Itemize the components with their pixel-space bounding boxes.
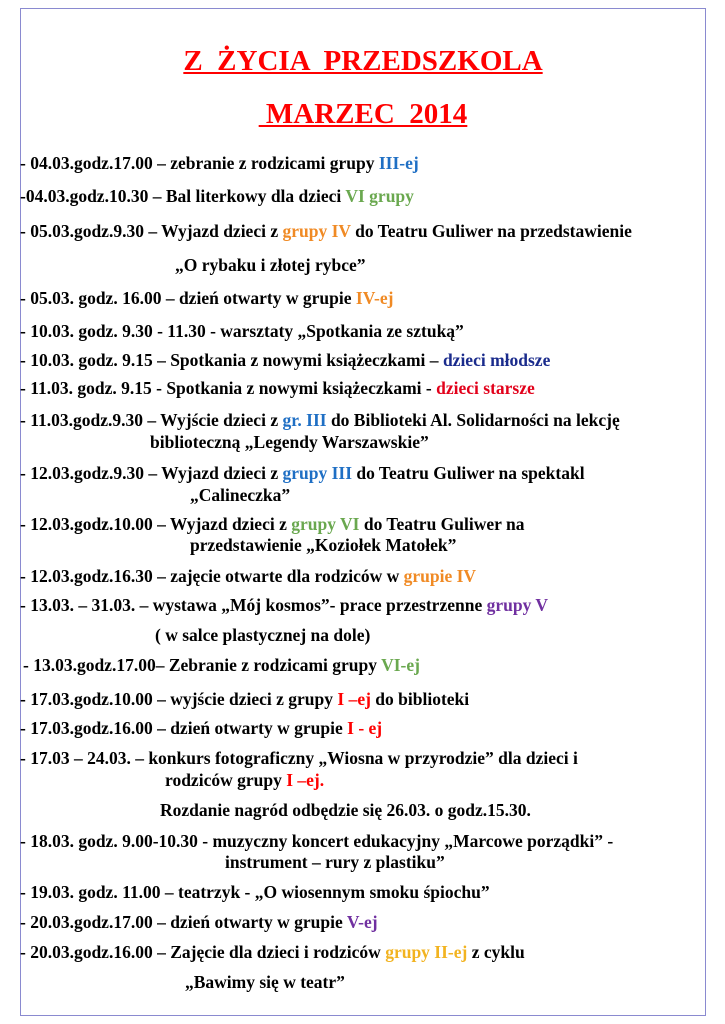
event-line <box>190 535 456 555</box>
event-text: - 17.03 – 24.03. – konkurs fotograficzny „Wiosna w przyrodzie” dla dzieci i <box>20 748 578 768</box>
group-highlight: dzieci młodsze <box>442 350 551 370</box>
event-text: ( w salce plastycznej na dole) <box>155 625 371 645</box>
event-text: do Biblioteki Al. Solidarności na lekcję <box>326 410 620 430</box>
event-text: - 13.03. – 31.03. – wystawa „Mój kosmos”- prace przestrzenne <box>20 595 487 615</box>
event-line <box>20 831 613 851</box>
group-highlight: grupy V <box>486 595 549 615</box>
event-line <box>20 882 490 902</box>
group-highlight: I –ej. <box>286 770 325 790</box>
event-text: -04.03.godz.10.30 – Bal literkowy dla dzieci <box>20 186 346 206</box>
event-line <box>175 255 366 275</box>
event-text: rodziców grupy <box>165 770 287 790</box>
event-line <box>20 410 620 430</box>
event-line <box>185 972 345 992</box>
event-text: biblioteczną „Legendy Warszawskie” <box>150 432 429 452</box>
group-highlight: I - ej <box>347 718 383 738</box>
event-line <box>20 718 382 738</box>
group-highlight: grupy IV <box>282 221 351 241</box>
group-highlight: IV-ej <box>355 288 394 308</box>
event-line <box>20 942 525 962</box>
event-line <box>165 770 324 790</box>
event-text: - 10.03. godz. 9.30 - 11.30 - warsztaty „Spotkania ze sztuką” <box>20 321 464 341</box>
group-highlight: grupy II-ej <box>385 942 468 962</box>
event-text: „Bawimy się w teatr” <box>185 972 345 992</box>
group-highlight: VI-ej <box>381 655 420 675</box>
event-text: „O rybaku i złotej rybce” <box>175 255 366 275</box>
event-line <box>20 153 419 173</box>
event-text: - 05.03.godz.9.30 – Wyjazd dzieci z <box>20 221 283 241</box>
event-line <box>20 350 550 370</box>
event-line <box>23 655 420 675</box>
event-line <box>20 463 585 483</box>
group-highlight: VI grupy <box>345 186 414 206</box>
page-subtitle: MARZEC 2014 <box>258 98 468 130</box>
event-text: - 10.03. godz. 9.15 – Spotkania z nowymi książeczkami – <box>20 350 443 370</box>
event-text: - 04.03.godz.17.00 – zebranie z rodzicami grupy <box>20 153 379 173</box>
group-highlight: grupy VI <box>291 514 360 534</box>
event-line <box>20 595 548 615</box>
group-highlight: I –ej <box>337 689 371 709</box>
event-text: do Teatru Guliwer na spektakl <box>352 463 585 483</box>
event-line <box>150 432 429 452</box>
group-highlight: dzieci starsze <box>436 378 535 398</box>
event-line <box>160 800 531 820</box>
event-text: - 12.03.godz.9.30 – Wyjazd dzieci z <box>20 463 283 483</box>
event-line <box>20 321 464 341</box>
event-line <box>20 221 632 241</box>
event-text: - 20.03.godz.17.00 – dzień otwarty w grupie <box>20 912 347 932</box>
event-text: instrument – rury z plastiku” <box>225 852 445 872</box>
event-text: - 12.03.godz.16.30 – zajęcie otwarte dla rodziców w <box>20 566 404 586</box>
event-line <box>20 689 469 709</box>
event-line <box>20 748 578 768</box>
event-line <box>190 485 290 505</box>
group-highlight: grupy III <box>282 463 353 483</box>
event-text: „Calineczka” <box>190 485 291 505</box>
group-highlight: gr. III <box>282 410 327 430</box>
event-line <box>225 852 445 872</box>
page-title: Z ŻYCIA PRZEDSZKOLA <box>183 45 543 77</box>
event-line <box>20 378 535 398</box>
group-highlight: V-ej <box>346 912 378 932</box>
event-text: - 18.03. godz. 9.00-10.30 - muzyczny koncert edukacyjny „Marcowe porządki” - <box>20 831 614 851</box>
event-text: do Teatru Guliwer na przedstawienie <box>350 221 632 241</box>
event-text: Rozdanie nagród odbędzie się 26.03. o godz.15.30. <box>160 800 531 820</box>
event-text: do Teatru Guliwer na <box>359 514 525 534</box>
event-text: - 12.03.godz.10.00 – Wyjazd dzieci z <box>20 514 292 534</box>
event-text: - 17.03.godz.16.00 – dzień otwarty w grupie <box>20 718 348 738</box>
event-text: przedstawienie „Koziołek Matołek” <box>190 535 457 555</box>
event-line <box>20 566 476 586</box>
event-text: - 19.03. godz. 11.00 – teatrzyk - „O wiosennym smoku śpiochu” <box>20 882 490 902</box>
event-line <box>20 186 414 206</box>
event-line <box>155 625 370 645</box>
event-line <box>20 912 378 932</box>
event-text: - 11.03.godz.9.30 – Wyjście dzieci z <box>20 410 283 430</box>
event-text: - 11.03. godz. 9.15 - Spotkania z nowymi książeczkami - <box>20 378 437 398</box>
event-text: - 13.03.godz.17.00– Zebranie z rodzicami grupy <box>23 655 382 675</box>
event-text: - 05.03. godz. 16.00 – dzień otwarty w grupie <box>20 288 356 308</box>
event-text: - 20.03.godz.16.00 – Zajęcie dla dzieci i rodziców <box>20 942 386 962</box>
event-text: z cyklu <box>467 942 525 962</box>
event-line <box>20 514 524 534</box>
event-line <box>20 288 393 308</box>
group-highlight: grupie IV <box>403 566 477 586</box>
event-text: - 17.03.godz.10.00 – wyjście dzieci z grupy <box>20 689 338 709</box>
group-highlight: III-ej <box>378 153 419 173</box>
event-text: do biblioteki <box>370 689 470 709</box>
